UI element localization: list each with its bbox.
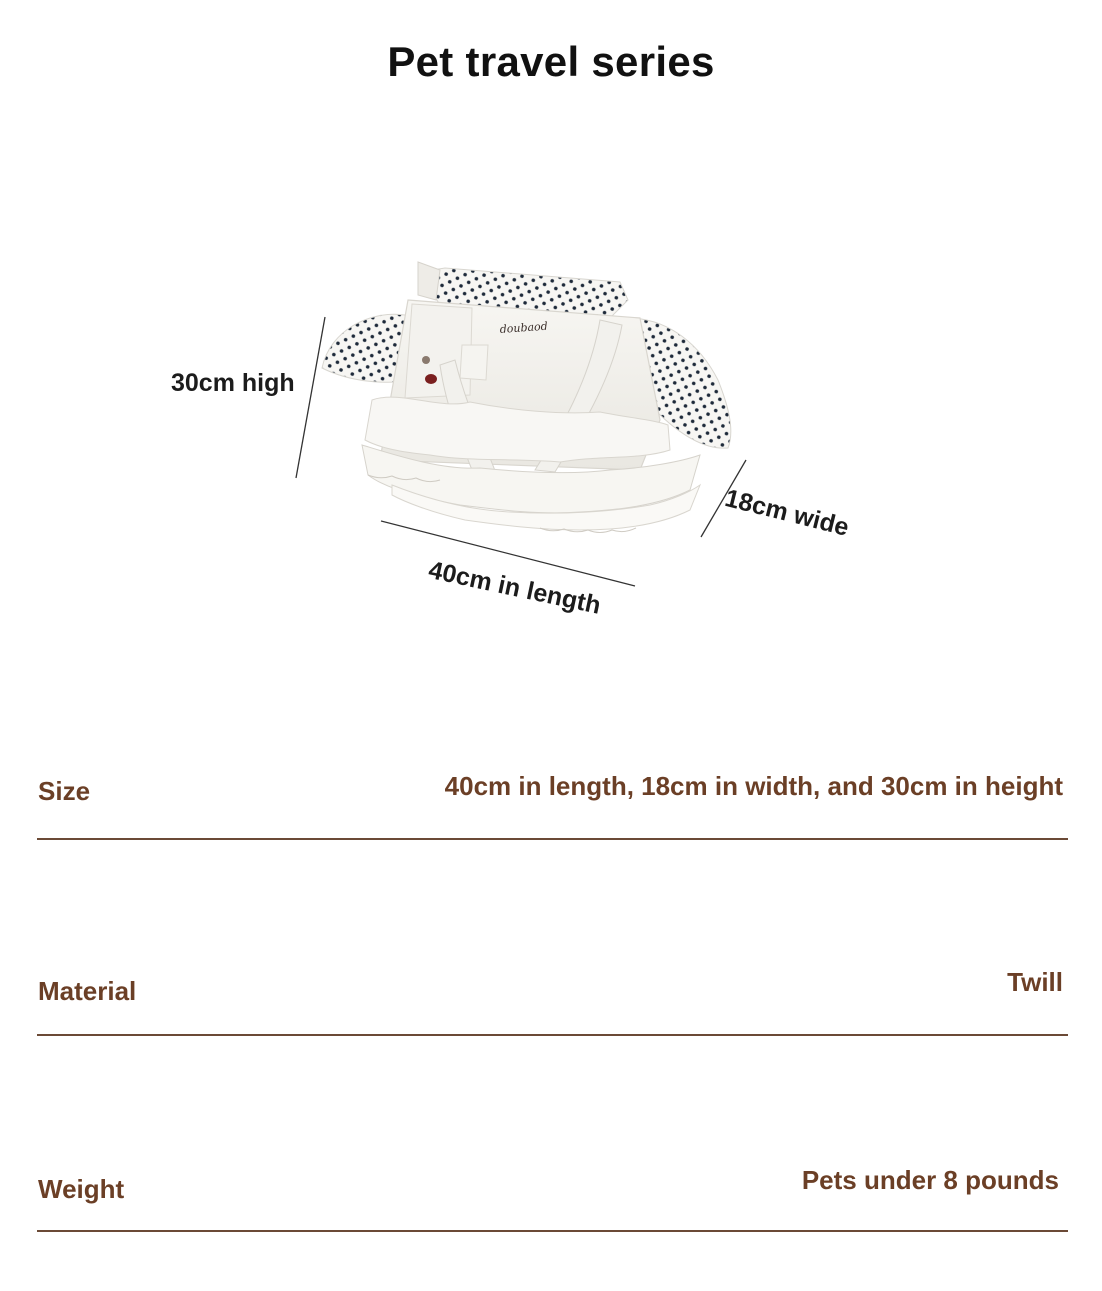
page-title: Pet travel series — [387, 38, 715, 85]
spec-label: Size — [38, 776, 91, 806]
spec-value: Pets under 8 pounds — [801, 1165, 1059, 1195]
divider — [37, 838, 1068, 840]
spec-label: Weight — [38, 1174, 125, 1204]
spec-value: 40cm in length, 18cm in width, and 30cm in height — [444, 771, 1063, 801]
width-dimension-label: 18cm wide — [722, 484, 852, 542]
length-dimension-label: 40cm in length — [426, 556, 604, 620]
spec-label: Material — [38, 976, 137, 1006]
embroidery-text: doubaod — [499, 319, 549, 336]
height-dimension-label: 30cm high — [171, 369, 295, 397]
spec-row-weight — [37, 1165, 1068, 1234]
spec-value: Twill — [1007, 967, 1063, 997]
spec-row-material — [37, 967, 1068, 1038]
divider — [37, 1034, 1068, 1036]
spec-row-size — [37, 770, 1068, 842]
divider — [37, 1230, 1068, 1232]
